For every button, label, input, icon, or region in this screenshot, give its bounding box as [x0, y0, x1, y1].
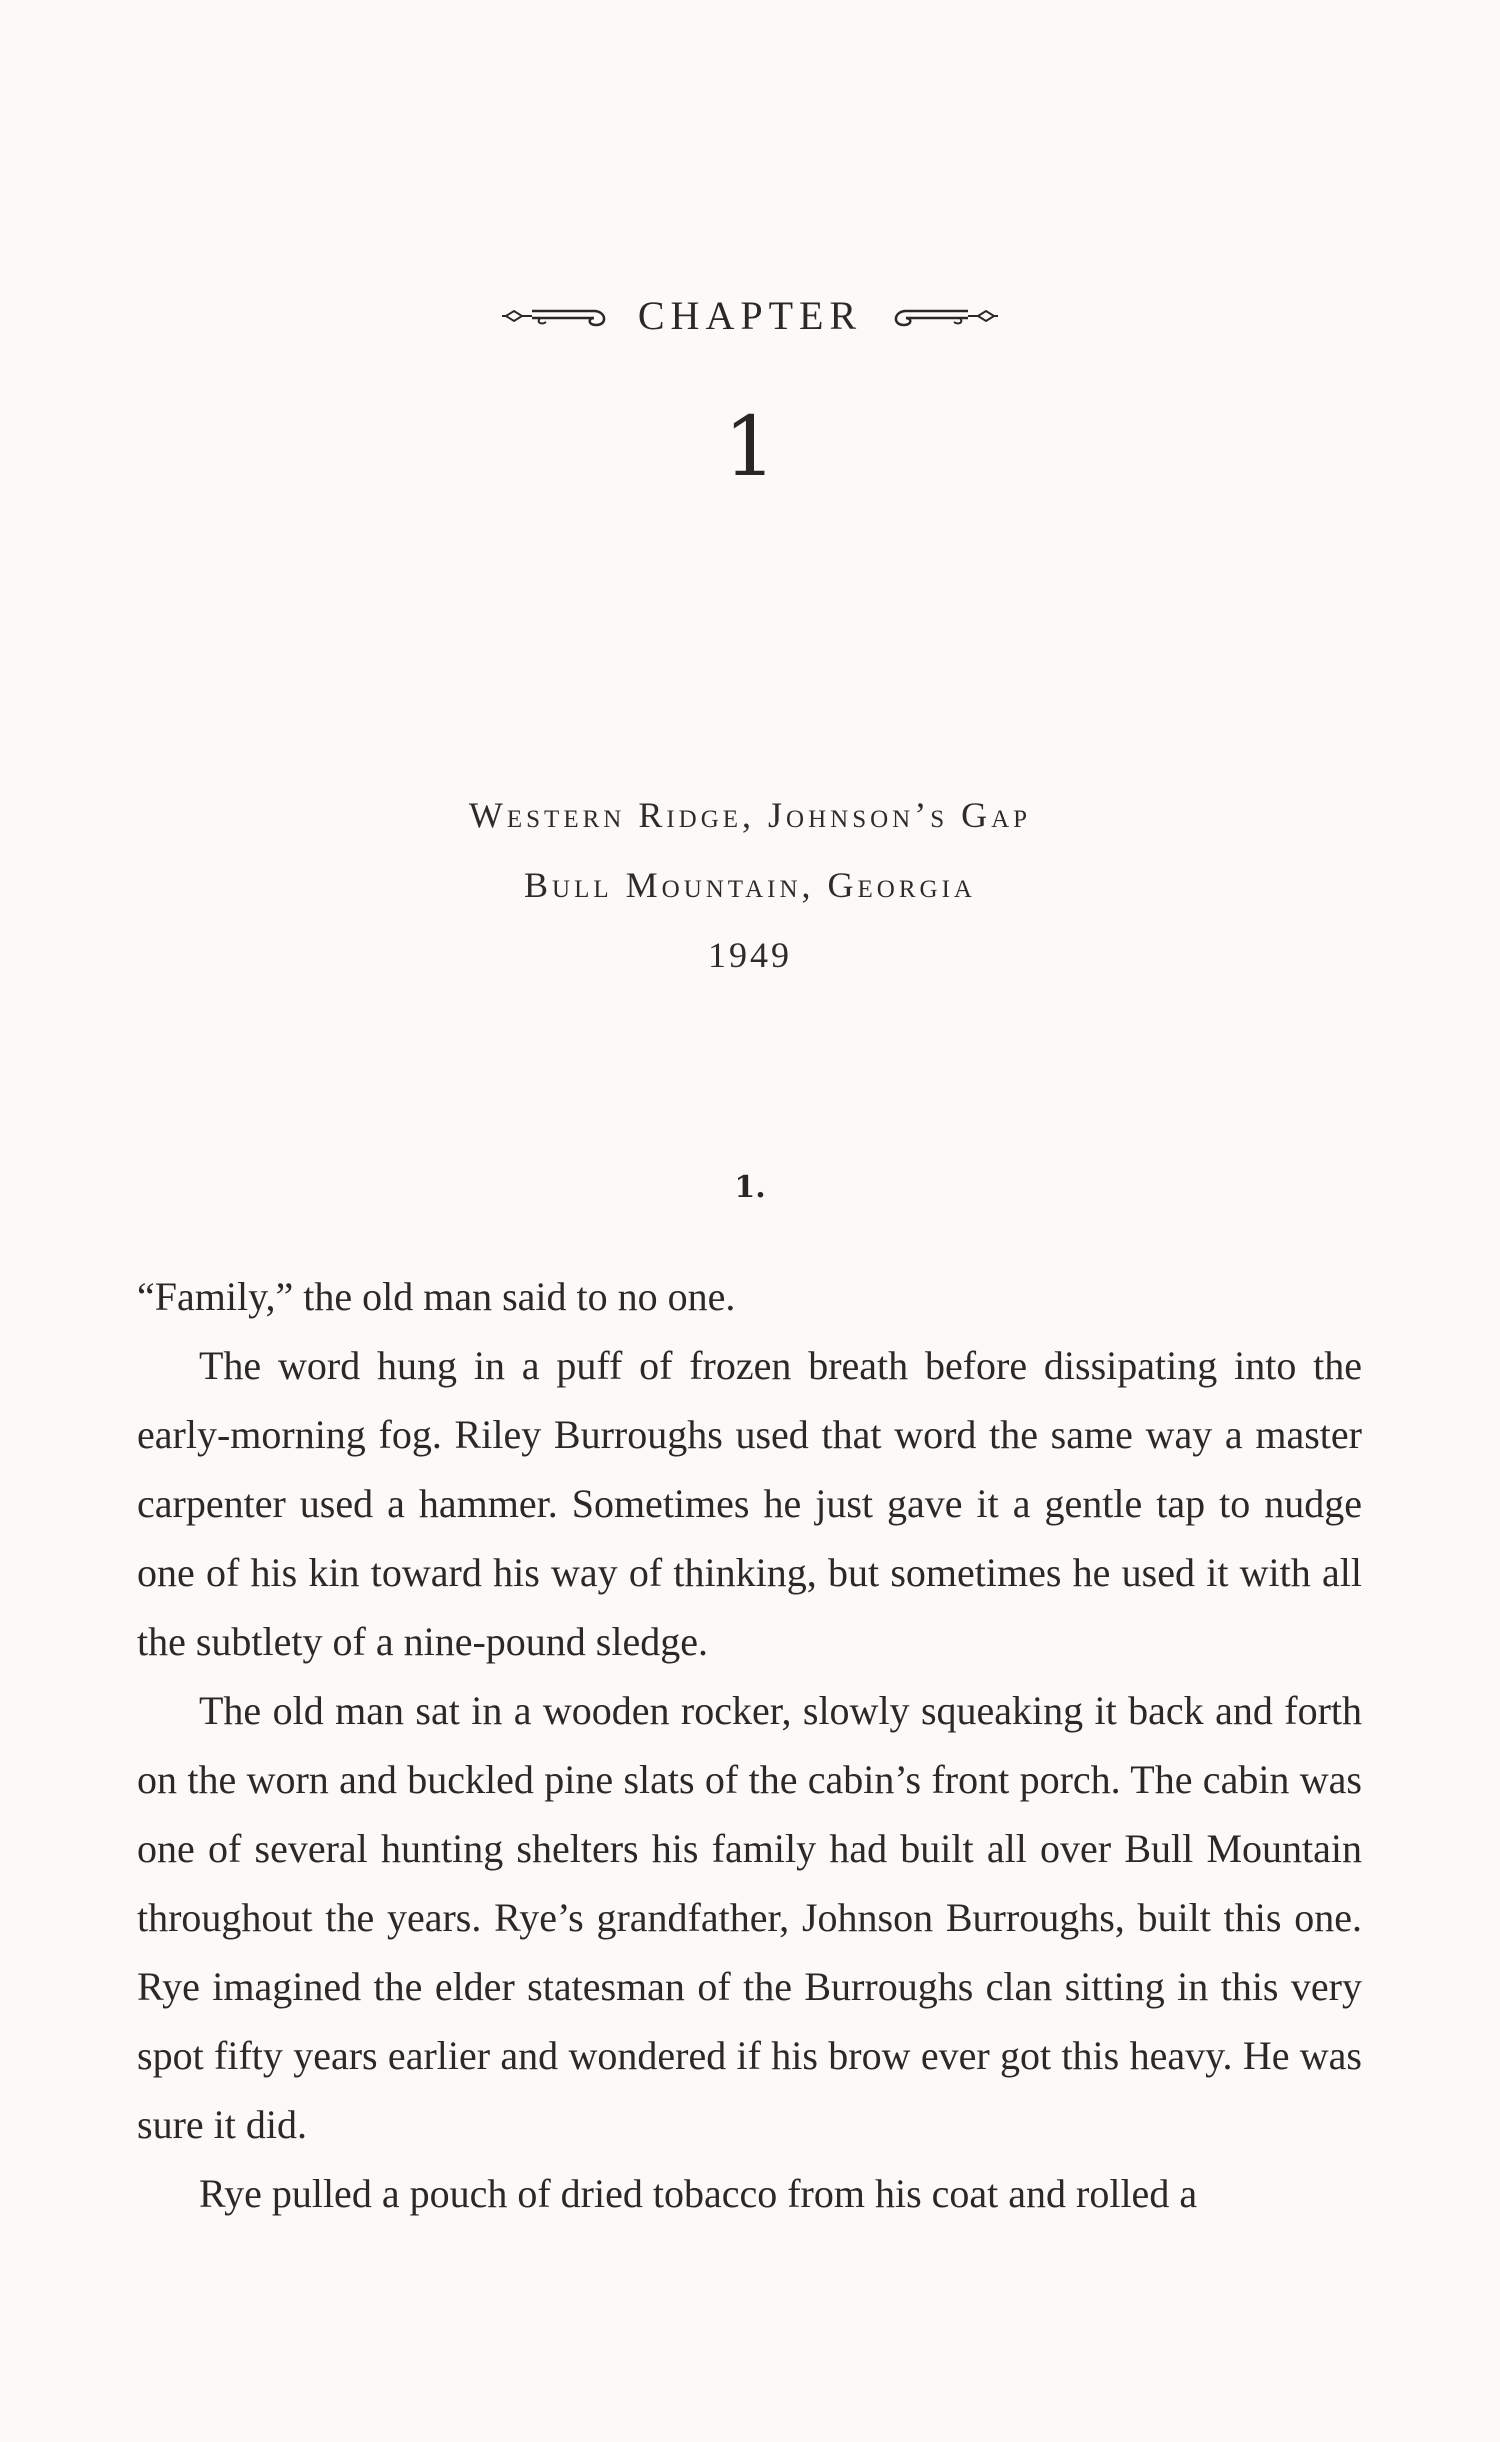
location-line-1: Western Ridge, Johnson’s Gap: [468, 795, 1032, 835]
location-line-2: Bull Mountain, Georgia: [524, 865, 976, 905]
paragraph: Rye pulled a pouch of dried tobacco from his coat and rolled a: [199, 2171, 1198, 2216]
chapter-number: 1: [723, 400, 777, 495]
location-year: 1949: [708, 935, 792, 975]
paragraph: The word hung in a puff of frozen breath before dissipating into the early-morning fog. Riley Burroughs used that word the same way a master carpenter used a hammer. Sometimes he just gave it a gentle tap to nudge one of his kin toward his way of thinking, but sometimes he used it with all the subtlety of a nine-pound sledge.: [137, 1343, 1362, 1664]
section-number: 1.: [734, 1170, 766, 1205]
paragraph: The old man sat in a wooden rocker, slowly squeaking it back and forth on the worn and buckled pine slats of the cabin’s front porch. The cabin was one of several hunting shelters his family had built all over Bull Mountain throughout the years. Rye’s grandfather, Johnson Burroughs, built this one. Rye imagined the elder statesman of the Burroughs clan sitting in this very spot fifty years earlier and wondered if his brow ever got this heavy. He was sure it did.: [137, 1688, 1362, 2147]
location-block: [0, 780, 1500, 990]
chapter-header: [0, 292, 1500, 339]
chapter-label: CHAPTER: [637, 293, 863, 338]
paragraph: “Family,” the old man said to no one.: [137, 1274, 736, 1319]
body-text: [137, 1262, 1362, 2228]
left-flourish-icon: [502, 301, 612, 331]
right-flourish-icon: [888, 301, 998, 331]
